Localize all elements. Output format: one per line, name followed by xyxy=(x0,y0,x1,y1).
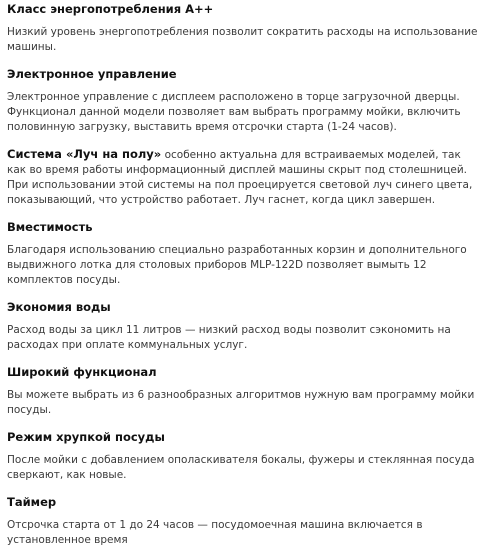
section-text-energy-class: Низкий уровень энергопотребления позволит сократить расходы на использование машины. xyxy=(7,26,478,53)
section-text-water-saving: Расход воды за цикл 11 литров — низкий расход воды позволит сэкономить на расходах при оплате коммунальных услуг. xyxy=(7,324,451,351)
section-floor-beam xyxy=(7,147,479,208)
section-text-fragile-mode: После мойки с добавлением ополаскивателя бокалы, фужеры и стеклянная посуда сверкают, как новые. xyxy=(7,454,475,481)
section-text-capacity: Благодаря использованию специально разработанных корзин и дополнительного выдвижного лотка для столовых приборов MLP-122D позволяет вымыть 12 комплектов посуды. xyxy=(7,244,467,286)
section-heading-electronic-control: Электронное управление xyxy=(7,67,177,81)
section-heading-energy-class: Класс энергопотребления A++ xyxy=(7,2,214,16)
section-heading-wide-functionality: Широкий функционал xyxy=(7,365,157,379)
section-text-electronic-control: Электронное управление с дисплеем расположено в торце загрузочной дверцы. Функционал данной модели позволяет вам выбрать программу мойки, включить половинную загрузку, выставить время отсрочки старта (1-24 часов). xyxy=(7,91,461,133)
section-text-wide-functionality: Вы можете выбрать из 6 разнообразных алгоритмов нужную вам программу мойки посуды. xyxy=(7,389,475,416)
section-heading-timer: Таймер xyxy=(7,495,57,509)
section-lead-floor-beam: Система «Луч на полу» xyxy=(7,147,162,161)
section-text-floor-beam: особенно актуальна для встраиваемых моделей, так как во время работы информационный дисплей машины скрыт под столешницей. При использовании этой системы на пол проецируется световой луч синего цвета, показывающий, что устройство работает. Луч гаснет, когда цикл завершен. xyxy=(7,149,473,206)
section-heading-capacity: Вместимость xyxy=(7,220,93,234)
section-text-timer: Отсрочка старта от 1 до 24 часов — посудомоечная машина включается в установленное время xyxy=(7,519,423,546)
section-heading-water-saving: Экономия воды xyxy=(7,300,111,314)
section-heading-fragile-mode: Режим хрупкой посуды xyxy=(7,430,165,444)
